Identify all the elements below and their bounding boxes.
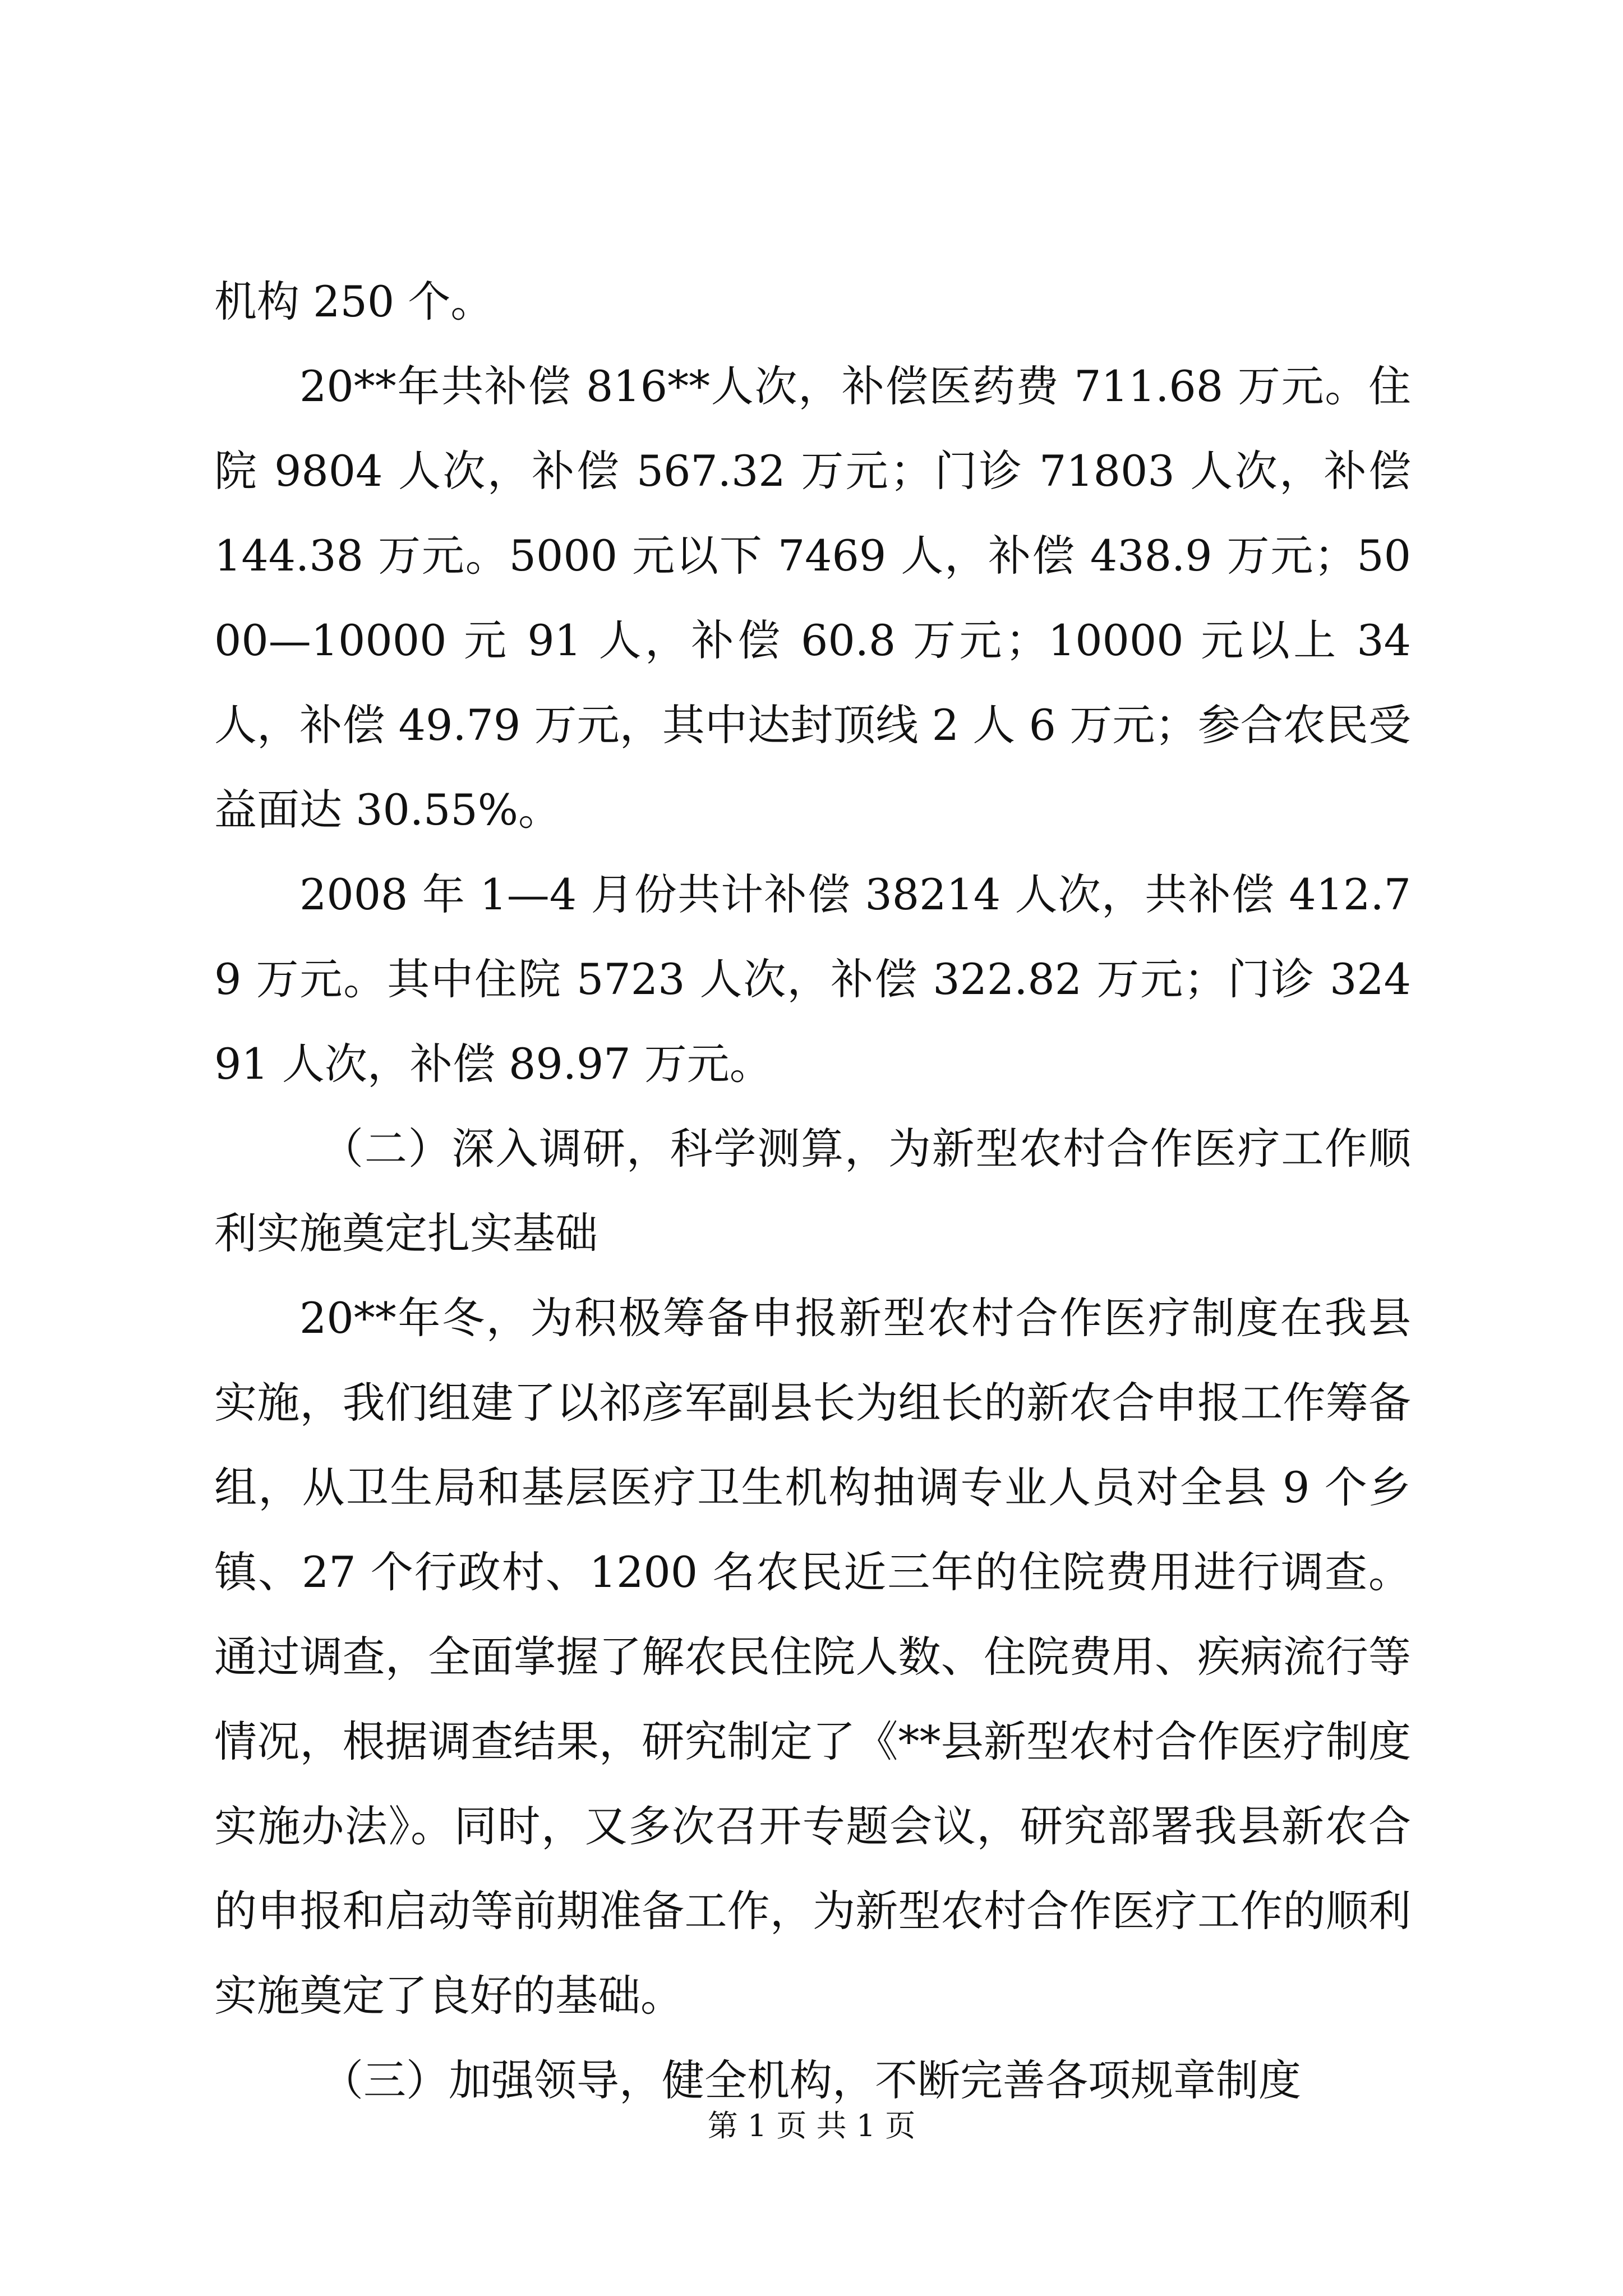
page-footer: 第 1 页 共 1 页: [707, 2108, 916, 2143]
section-heading-2: （二）深入调研，科学测算，为新型农村合作医疗工作顺利实施奠定扎实基础: [214, 1124, 1411, 1258]
paragraph-2008-compensation: 2008 年 1—4 月份共计补偿 38214 人次，共补偿 412.79 万元。其中住院 5723 人次，补偿 322.82 万元；门诊 32491 人次，补偿 89.97 万元。: [214, 869, 1411, 1089]
paragraph-compensation-summary: 20**年共补偿 816**人次，补偿医药费 711.68 万元。住院 9804 人次，补偿 567.32 万元；门诊 71803 人次，补偿 144.38 万元。5000 元以下 7469 人，补偿 438.9 万元；5000—10000 元 91 人，补偿 60.8 万元；10000 元以上 34 人，补偿 49.79 万元，其中达封顶线 2 人 6 万元；参合农民受益面达 30.55%。: [214, 361, 1411, 835]
paragraph-research: 20**年冬，为积极筹备申报新型农村合作医疗制度在我县实施，我们组建了以祁彦军副县长为组长的新农合申报工作筹备组，从卫生局和基层医疗卫生机构抽调专业人员对全县 9 个乡镇、27 个行政村、1200 名农民近三年的住院费用进行调查。通过调查，全面掌握了解农民住院人数、住院费用、疾病流行等情况，根据调查结果，研究制定了《**县新型农村合作医疗制度实施办法》。同时，又多次召开专题会议，研究部署我县新农合的申报和启动等前期准备工作，为新型农村合作医疗工作的顺利实施奠定了良好的基础。: [214, 1293, 1411, 2021]
paragraph-continuation: 机构 250 个。: [214, 277, 494, 326]
document-body: [214, 259, 1411, 2123]
section-heading-3: （三）加强领导，健全机构，不断完善各项规章制度: [321, 2055, 1301, 2105]
